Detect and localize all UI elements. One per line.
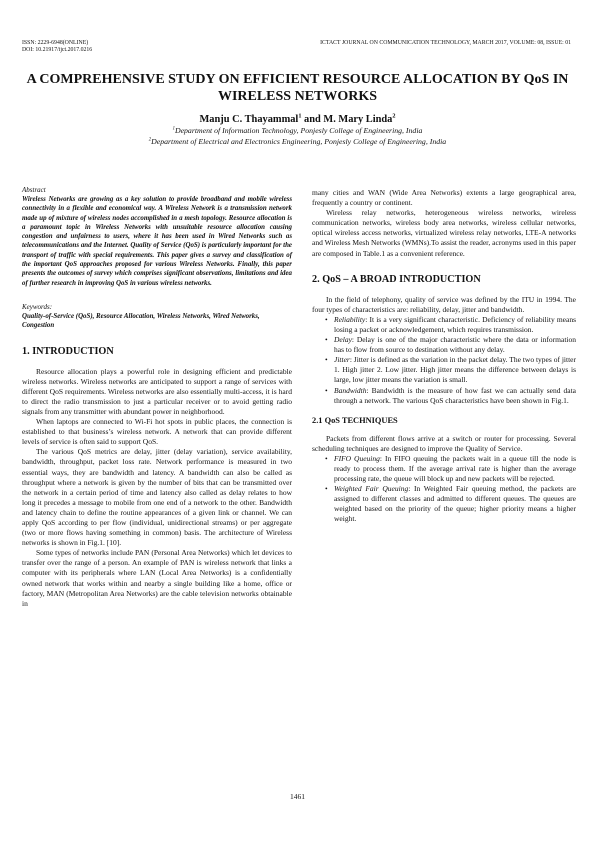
- intro-paragraph-2: When laptops are connected to Wi-Fi hot spots in public places, the connection is established to that business’s wireless network. A network that can provide different levels of service is often said to support QoS.: [22, 417, 292, 447]
- author-1: Manju C. Thayammal: [199, 114, 299, 125]
- abstract-heading: Abstract: [22, 186, 46, 194]
- qos-paragraph-1: In the field of telephony, quality of service was defined by the ITU in 1994. The four types of characteristics are: reliability, delay, jitter and bandwidth.: [312, 294, 576, 314]
- intro-paragraph-4-continued: many cities and WAN (Wide Area Networks) extents a large geographical area, frequently a country or continent.: [312, 188, 576, 208]
- desc-bandwidth: : Bandwidth is the measure of how fast we can actually send data through a network. The various QoS characteristics have been shown in Fig.1.: [334, 385, 576, 405]
- intro-paragraph-5: Wireless relay networks, heterogeneous wireless networks, wireless communication networks, wireless body area networks, wireless cellular networks, optical wireless access networks, virtualized wireless relay networks, LTE-A networks and Wireless Mesh Networks (WMNs).To assist the reader, acronyms used in this paper are composed in Table.1 as a convenient reference.: [312, 208, 576, 258]
- term-jitter: Jitter: [334, 355, 350, 365]
- list-item-bandwidth: [334, 386, 576, 406]
- affiliations: [22, 126, 573, 147]
- term-bandwidth: Bandwidth: [334, 385, 367, 395]
- desc-wfq: : In Weighted Fair queuing method, the packets are assigned to different classes and admitted to different queues. The queues are weighted based on the priority of the queue; higher priority means a higher weight.: [334, 484, 576, 524]
- doi-text: DOI: 10.21917/ijct.2017.0216: [22, 47, 93, 53]
- right-column: [312, 188, 576, 525]
- desc-fifo: : In FIFO queuing the packets wait in a queue till the node is ready to process them. If the average arrival rate is higher than the average processing rate, the queue will block up and new packets will be rejected.: [334, 453, 577, 484]
- desc-delay: : Delay is one of the major characteristic where the data or information has to flow from source to destination without any delay.: [334, 335, 576, 355]
- term-wfq: Weighted Fair Queuing: [334, 484, 409, 494]
- list-item-jitter: [334, 355, 576, 385]
- keywords-text: Quality-of-Service (QoS), Resource Allocation, Wireless Networks, Wired Networks, Congestion: [22, 312, 260, 330]
- intro-paragraph-3: The various QoS metrics are delay, jitter (delay variation), service availability, bandwidth, throughput, packet loss rate. Network performance is measured in two essential ways, they are bandwidth and latency. A bandwidth can also be called as throughput where a network is given by the number of bits that can be transmitted over the network in a certain period of time and latency also called as delay relates to how long it precedes a message to mobile from one end of a network to the other. Bandwidth and latency chain to define the routine appearances of a given link or channel. We can apply QoS according to per flow (individual, unidirectional streams) or per aggregate (two or more flows having something in common) basis. The architecture of Wireless networks is shown in Fig.1. [10].: [22, 447, 292, 548]
- list-item-wfq: [334, 484, 576, 524]
- desc-jitter: : Jitter is defined as the variation in the packet delay. The two types of jitter 1. High jitter 2. Low jitter. High jitter means the difference between delays is large, low jitter means the variation is small.: [334, 355, 576, 385]
- affiliation-1: [22, 126, 573, 137]
- intro-paragraph-4: Some types of networks include PAN (Personal Area Networks) which let devices to transfer over the range of a person. An example of PAN is wireless network that links a computer with its peripherals where LAN (Local Area Networks) is a confidentially owned network that works within and nearby a single building like a home, office or factory, MAN (Metropolitan Area Networks) are the cable television networks obtainable in: [22, 548, 292, 608]
- techniques-paragraph-1: Packets from different flows arrive at a switch or router for processing. Several scheduling techniques are designed to improve the Quality of Service.: [312, 433, 576, 453]
- term-reliability: Reliability: [334, 314, 366, 324]
- abstract-text: Wireless Networks are growing as a key solution to provide broadband and mobile wireless connectivity in a flexible and economical way. A Wireless Network is a transmission network made up of mixture of wireless nodes accomplished in a mesh topology. Resource allocation is a paramount topic in Wireless Networks with unsuitable resource allocation causing congestion and unfairness to users, where it has been used in Wired Networks such as telecommunications and the Internet. Quality of Service (QoS) is particularly important for the transport of traffic with special requirements. This paper gives a survey and classification of the important QoS approaches proposed for various Wireless Networks. Finally, this paper presents the outcomes of survey which comprises significant observations, limitations and idea of further research in improving QoS in various wireless networks.: [22, 196, 292, 287]
- term-fifo: FIFO Queuing: [334, 453, 380, 463]
- author-1-sup: 1: [298, 112, 302, 120]
- keywords-heading: Keywords:: [22, 302, 53, 311]
- qos-characteristics-list: [312, 315, 576, 406]
- issn-text: ISSN: 2229-6948(ONLINE): [22, 40, 89, 46]
- author-line: [22, 113, 573, 126]
- journal-header: ICTACT JOURNAL ON COMMUNICATION TECHNOLOGY, MARCH 2017, VOLUME: 08, ISSUE: 01: [320, 40, 571, 46]
- affiliation-2-sup: 2: [148, 136, 152, 142]
- author-2-sup: 2: [392, 112, 396, 120]
- techniques-heading: 2.1 QoS TECHNIQUES: [312, 415, 398, 425]
- running-header-left: [22, 40, 222, 54]
- desc-reliability: : It is a very significant characteristic. Deficiency of reliability means losing a packet or acknowledgement, which requires transmission.: [334, 314, 576, 334]
- affiliation-1-sup: 1: [172, 126, 175, 132]
- term-delay: Delay: [334, 335, 352, 345]
- list-item-delay: [334, 335, 576, 355]
- intro-paragraph-1: Resource allocation plays a powerful role in designing efficient and predictable wireless networks. Wireless networks are anticipated to support a range of services with different QoS requirements. Wireless networks are also essentially multi-access, it is hard to direct the radio transmission to just a particular receiver or to avoid getting radio signals from any transmitter with abundant power in neighborhood.: [22, 366, 292, 416]
- paper-title: A COMPREHENSIVE STUDY ON EFFICIENT RESOURCE ALLOCATION BY QoS IN WIRELESS NETWORKS: [26, 72, 569, 104]
- list-item-reliability: [334, 315, 576, 335]
- author-2: M. Mary Linda: [323, 114, 393, 125]
- page-number: 1461: [290, 792, 305, 801]
- left-column: [22, 186, 292, 609]
- qos-heading: 2. QoS – A BROAD INTRODUCTION: [312, 273, 481, 285]
- techniques-list: [312, 454, 576, 525]
- affiliation-1-text: Department of Information Technology, Ponjesly College of Engineering, India: [174, 126, 423, 135]
- list-item-fifo: [334, 454, 576, 484]
- affiliation-2: [22, 137, 573, 148]
- author-joiner: and: [301, 114, 324, 125]
- affiliation-2-text: Department of Electrical and Electronics Engineering, Ponjesly College of Engineering, India: [151, 136, 447, 146]
- intro-heading: 1. INTRODUCTION: [22, 345, 114, 357]
